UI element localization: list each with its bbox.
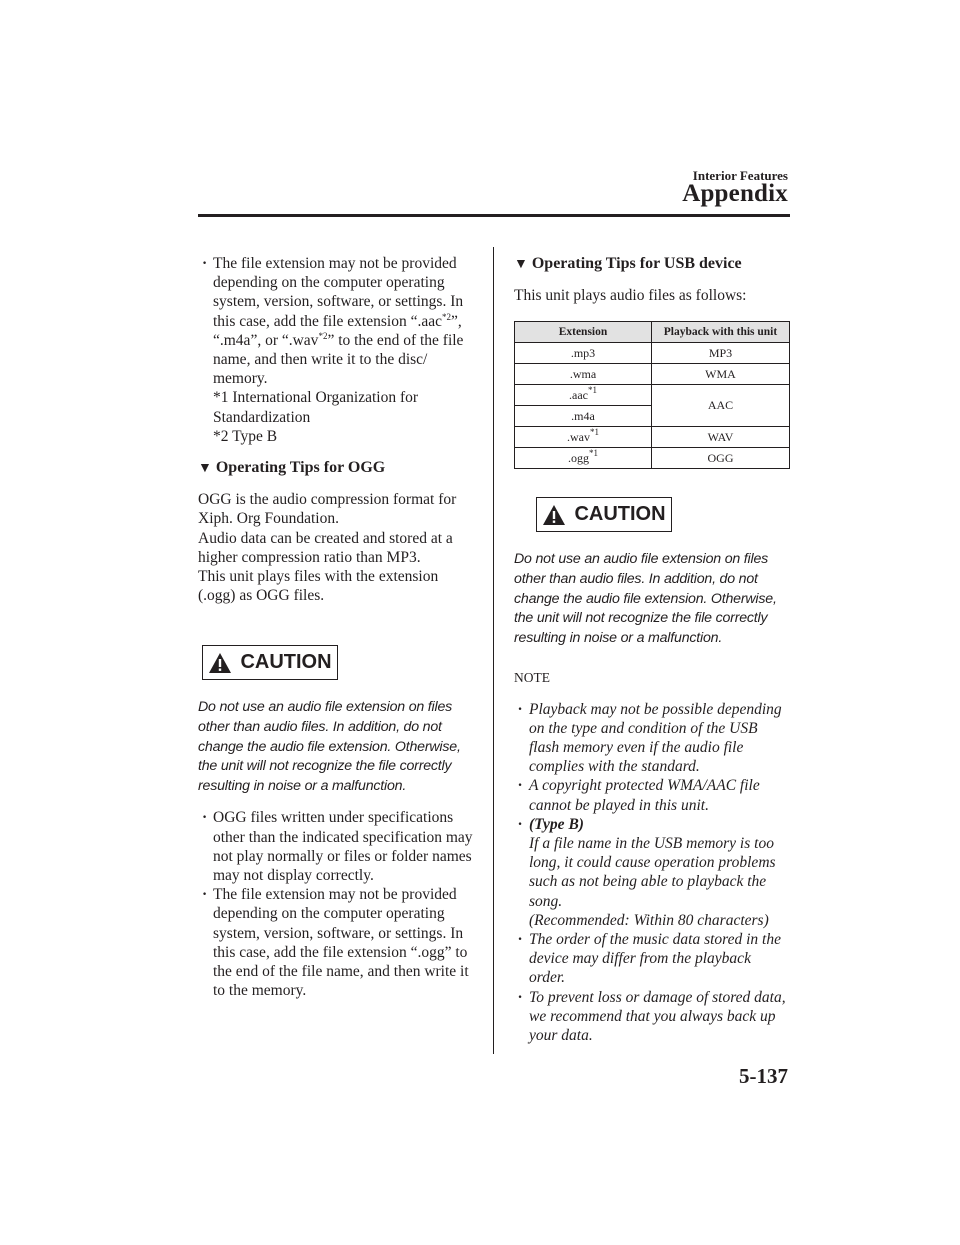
note-item: · (Type B) <box>514 815 790 834</box>
footnote-2: *2 Type B <box>213 427 278 445</box>
usb-intro: This unit plays audio files as follows: <box>514 287 747 305</box>
note-item: · The order of the music data stored in the device may differ from the playback order. <box>514 930 790 988</box>
caution-badge: CAUTION <box>536 497 672 532</box>
header-rule <box>198 214 790 217</box>
bullet-ogg-spec: · OGG files written under specifications other than the indicated specification may not play normally or files or folder names may not display correctly. <box>198 808 476 885</box>
caution-text: Do not use an audio file extension on files other than audio files. In addition, do not change the audio file extension. Otherwise, the unit will not recognize the file correctly resulting in noise or a malfunction. <box>198 699 461 794</box>
ogg-paragraph-1: OGG is the audio compression format for Xiph. Org Foundation. <box>198 491 457 528</box>
table-row: .wav$^{*1}$ WAV <box>515 427 790 448</box>
column-divider <box>493 247 494 1054</box>
header-playback: Playback with this unit <box>652 322 790 343</box>
warning-icon <box>542 504 566 526</box>
table-row: .m4a <box>515 406 790 427</box>
warning-icon <box>208 652 232 674</box>
note-item: · To prevent loss or damage of stored data, we recommend that you always back up your data. <box>514 988 790 1046</box>
usb-heading: ▼ Operating Tips for USB device <box>514 255 742 272</box>
ogg-paragraph-3: This unit plays files with the extension (.ogg) as OGG files. <box>198 568 439 605</box>
left-column <box>198 254 476 1000</box>
note-label: NOTE <box>514 670 550 686</box>
caution-badge: CAUTION <box>202 645 338 680</box>
footnote-1: *1 International Organization for Standardization <box>213 389 419 426</box>
table-row: .ogg$^{*1}$ OGG <box>515 448 790 469</box>
page-title: Appendix <box>682 180 788 207</box>
table-row: .wma WMA <box>515 364 790 385</box>
note-item: · Playback may not be possible depending on the type and condition of the USB flash memory even if the audio file complies with the standard. <box>514 700 790 777</box>
audio-format-table <box>514 321 790 469</box>
caution-text: Do not use an audio file extension on files other than audio files. In addition, do not change the audio file extension. Otherwise, the unit will not recognize the file correctly resulting in noise or a malfunction. <box>514 551 777 646</box>
triangle-down-icon: ▼ <box>514 257 528 272</box>
note-item-body: If a file name in the USB memory is too long, it could cause operation problems such as not being able to playback the song. <box>529 835 776 910</box>
table-header-row <box>515 322 790 343</box>
section-label: Interior Features <box>692 168 788 183</box>
table-row: .aac$^{*1}$ AAC <box>515 385 790 406</box>
ogg-paragraph-2: Audio data can be created and stored at a higher compression ratio than MP3. <box>198 529 453 566</box>
right-column <box>514 254 790 1045</box>
page-number: 5-137 <box>739 1064 788 1088</box>
bullet-file-extension: · The file extension may not be provided depending on the computer operating system, version, software, or settings. In this case, add the file extension “.aac$^{*2}$”, “.m4a”, or “.wav$^{*2}$” to the end of the file name, and then write it to the disc/ memory. <box>198 254 476 388</box>
note-item-recommendation: (Recommended: Within 80 characters) <box>529 911 769 929</box>
triangle-down-icon: ▼ <box>198 461 212 477</box>
header-extension: Extension <box>515 322 652 343</box>
ogg-heading: ▼ Operating Tips for OGG <box>198 459 386 477</box>
table-row: .mp3 MP3 <box>515 343 790 364</box>
note-item: · A copyright protected WMA/AAC file cannot be played in this unit. <box>514 776 790 814</box>
bullet-ogg-extension: · The file extension may not be provided depending on the computer operating system, version, software, or settings. In this case, add the file extension “.ogg” to the end of the file name, and then write it to the memory. <box>198 885 476 1000</box>
